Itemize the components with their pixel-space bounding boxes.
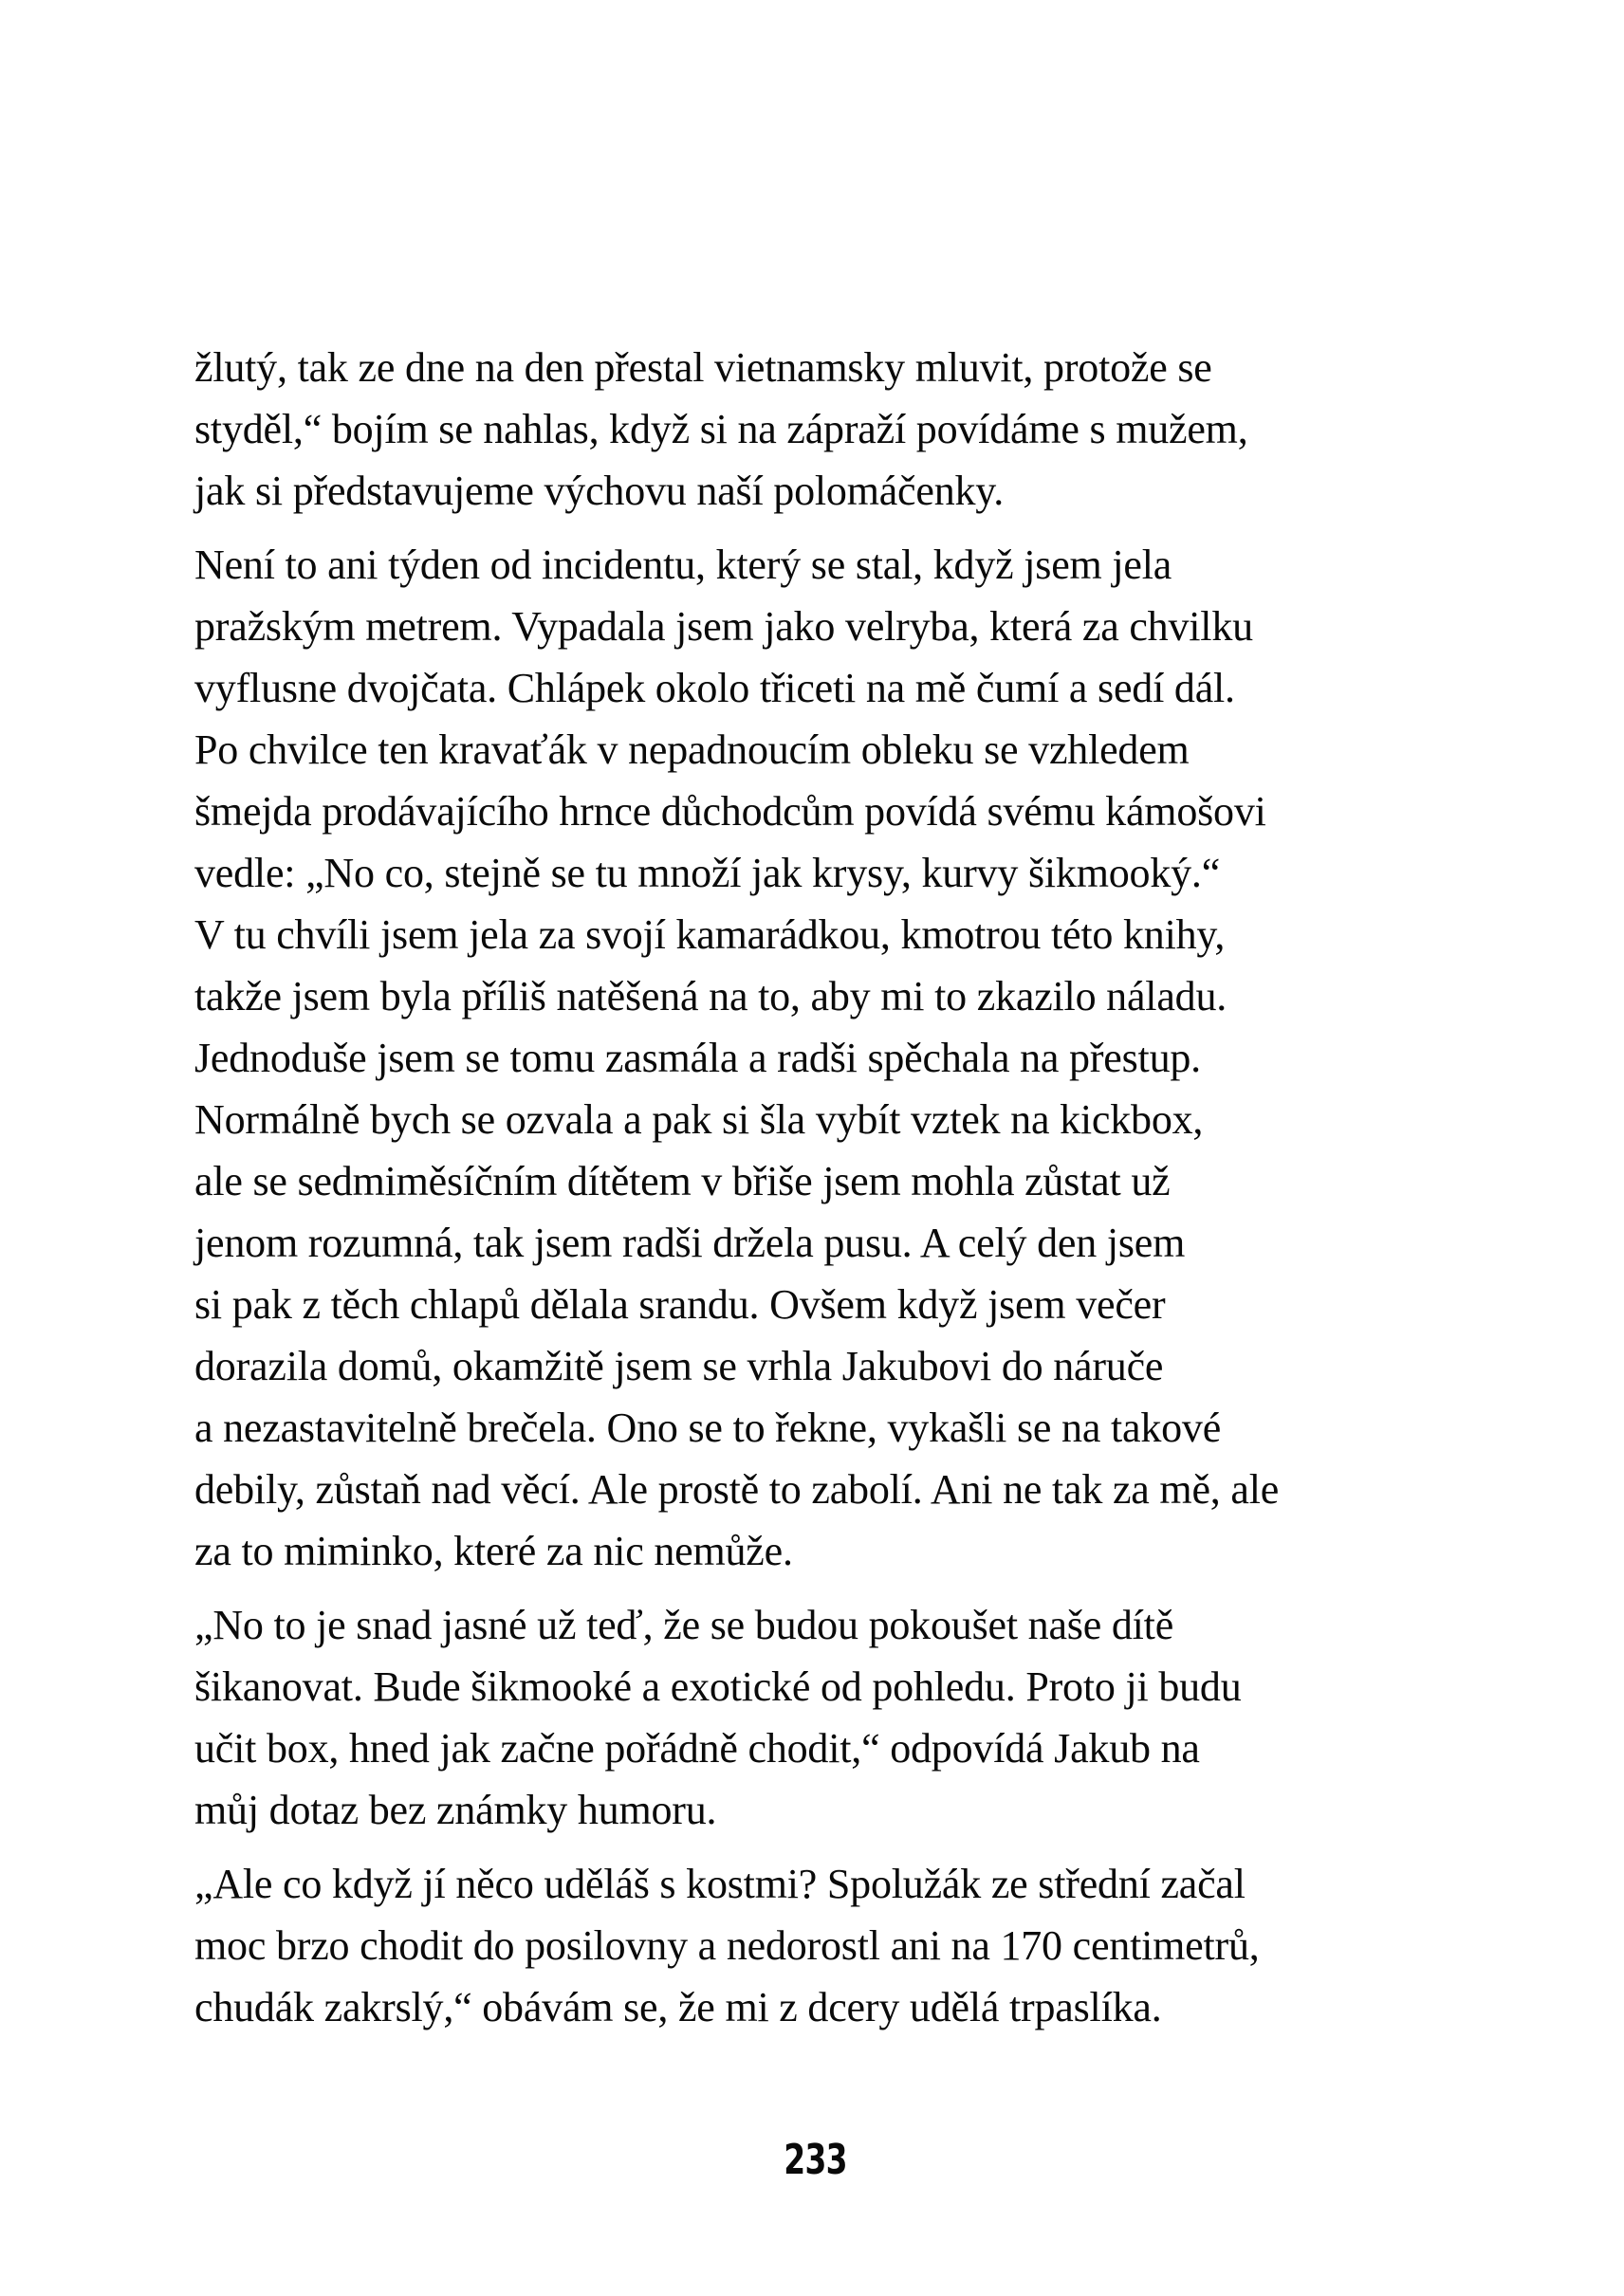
paragraph bbox=[194, 1594, 1447, 1841]
text-line: jenom rozumná, tak jsem radši držela pusu. A celý den jsem bbox=[194, 1220, 1186, 1266]
text-line: chudák zakrslý,“ obávám se, že mi z dcery udělá trpaslíka. bbox=[194, 1984, 1162, 2030]
text-line: moc brzo chodit do posilovny a nedorostl ani na 170 centimetrů, bbox=[194, 1922, 1260, 1969]
text-line: vedle: „No co, stejně se tu množí jak krysy, kurvy šikmooký.“ bbox=[194, 850, 1221, 896]
text-line: vyflusne dvojčata. Chlápek okolo třiceti na mě čumí a sedí dál. bbox=[194, 665, 1235, 711]
text-line: šikanovat. Bude šikmooké a exotické od pohledu. Proto ji budu bbox=[194, 1663, 1242, 1710]
page-text bbox=[194, 337, 1447, 2050]
page-number-container bbox=[194, 2136, 1437, 2184]
text-line: učit box, hned jak začne pořádně chodit,“ odpovídá Jakub na bbox=[194, 1725, 1200, 1772]
paragraph bbox=[194, 1853, 1447, 2038]
text-line: šmejda prodávajícího hrnce důchodcům povídá svému kámošovi bbox=[194, 788, 1266, 835]
text-line: V tu chvíli jsem jela za svojí kamarádkou, kmotrou této knihy, bbox=[194, 911, 1226, 958]
text-line: styděl,“ bojím se nahlas, když si na zápraží povídáme s mužem, bbox=[194, 406, 1248, 452]
text-line: si pak z těch chlapů dělala srandu. Ovšem když jsem večer bbox=[194, 1281, 1166, 1328]
paragraph bbox=[194, 337, 1447, 522]
text-line: můj dotaz bez známky humoru. bbox=[194, 1787, 717, 1833]
text-line: ale se sedmiměsíčním dítětem v břiše jsem mohla zůstat už bbox=[194, 1158, 1171, 1204]
text-line: „Ale co když jí něco uděláš s kostmi? Spolužák ze střední začal bbox=[194, 1861, 1246, 1907]
paragraph bbox=[194, 534, 1447, 1582]
text-line: dorazila domů, okamžitě jsem se vrhla Jakubovi do náruče bbox=[194, 1343, 1164, 1389]
page-number: 233 bbox=[784, 2136, 848, 2184]
text-line: „No to je snad jasné už teď, že se budou pokoušet naše dítě bbox=[194, 1602, 1174, 1648]
text-line: Normálně bych se ozvala a pak si šla vybít vztek na kickbox, bbox=[194, 1096, 1204, 1143]
text-line: pražským metrem. Vypadala jsem jako velryba, která za chvilku bbox=[194, 603, 1253, 650]
text-line: debily, zůstaň nad věcí. Ale prostě to zabolí. Ani ne tak za mě, ale bbox=[194, 1466, 1280, 1513]
text-line: za to miminko, které za nic nemůže. bbox=[194, 1528, 793, 1574]
text-line: žlutý, tak ze dne na den přestal vietnamsky mluvit, protože se bbox=[194, 344, 1212, 391]
text-line: a nezastavitelně brečela. Ono se to řekne, vykašli se na takové bbox=[194, 1405, 1222, 1451]
text-line: Po chvilce ten kravaťák v nepadnoucím obleku se vzhledem bbox=[194, 726, 1190, 773]
text-line: Jednoduše jsem se tomu zasmála a radši spěchala na přestup. bbox=[194, 1035, 1201, 1081]
text-line: jak si představujeme výchovu naší polomáčenky. bbox=[194, 468, 1005, 514]
text-line: takže jsem byla příliš natěšená na to, aby mi to zkazilo náladu. bbox=[194, 973, 1227, 1019]
text-line: Není to ani týden od incidentu, který se stal, když jsem jela bbox=[194, 542, 1172, 588]
